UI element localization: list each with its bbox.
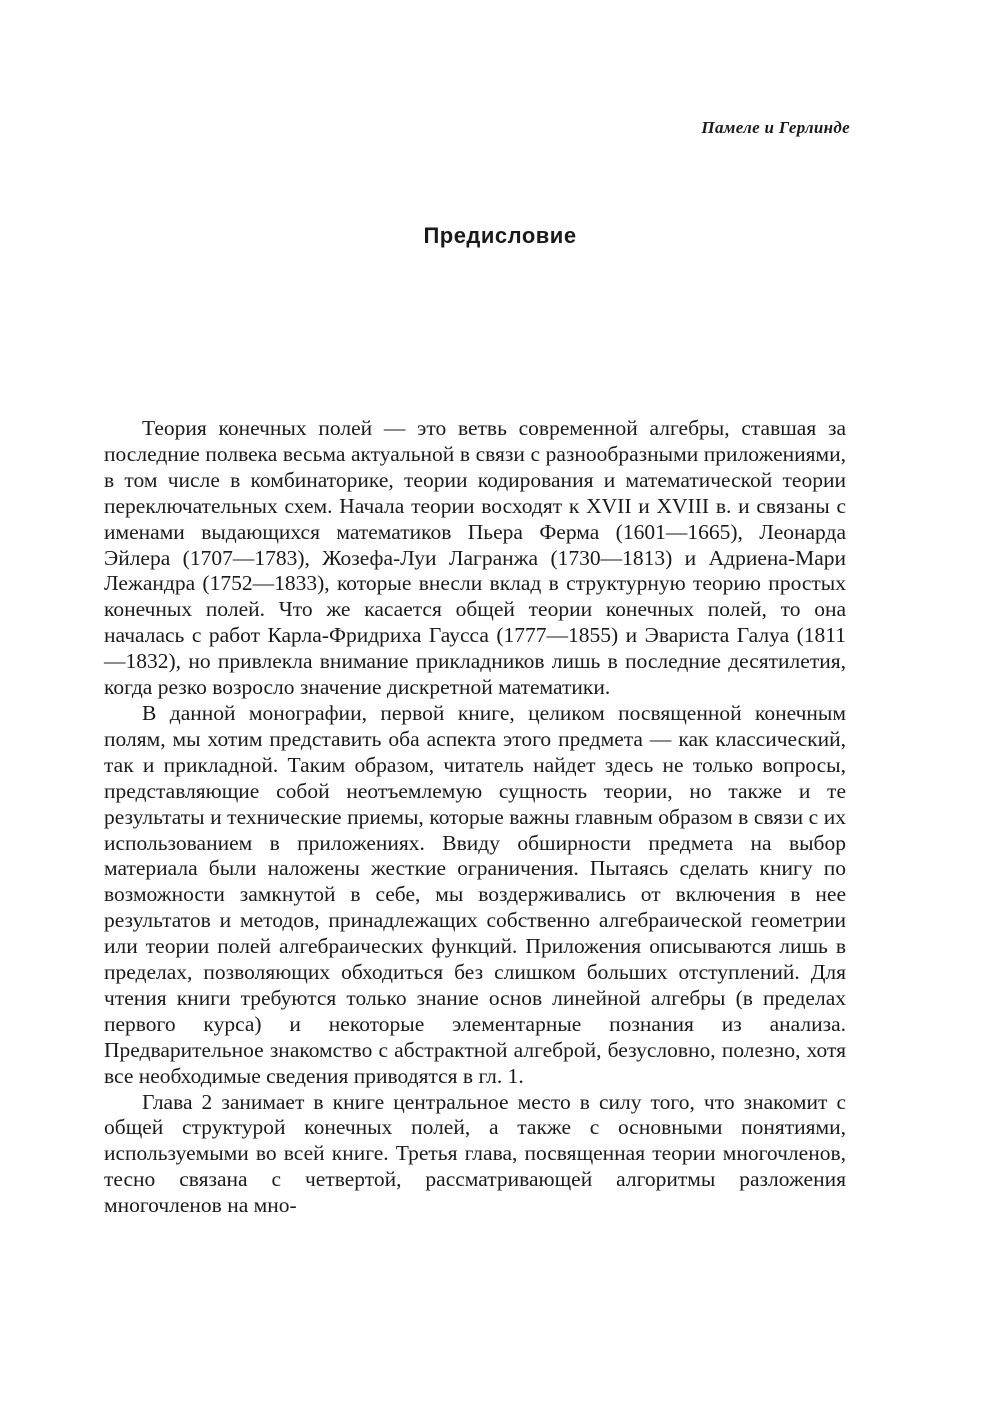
dedication: Памеле и Герлинде <box>701 118 850 137</box>
body-text <box>104 416 846 1219</box>
paragraph-3: Глава 2 занимает в книге центральное место в силу того, что знакомит с общей структурой конечных полей, а также с основными понятиями, используемыми во всей книге. Третья глава, посвященная теории многочленов, тесно связана с четвертой, рассматривающей алгоритмы разложения многочленов на мно- <box>104 1089 846 1218</box>
paragraph-1: Теория конечных полей — это ветвь современной алгебры, ставшая за последние полвека весьма актуальной в связи с разнообразными приложениями, в том числе в комбинаторике, теории кодирования и математической теории переключательных схем. Начала теории восходят к XVII и XVIII в. и связаны с именами выдающихся математиков Пьера Ферма (1601—1665), Леонарда Эйлера (1707—1783), Жозефа-Луи Лагранжа (1730—1813) и Адриена-Мари Лежандра (1752—1833), которые внесли вклад в структурную теорию простых конечных полей. Что же касается общей теории конечных полей, то она началась с работ Карла-Фридриха Гаусса (1777—1855) и Эвариста Галуа (1811—1832), но привлекла внимание прикладников лишь в последние десятилетия, когда резко возросло значение дискретной математики. <box>104 416 846 700</box>
paragraph-2: В данной монографии, первой книге, целиком посвященной конечным полям, мы хотим представить оба аспекта этого предмета — как классический, так и прикладной. Таким образом, читатель найдет здесь не только вопросы, представляющие собой неотъемлемую сущность теории, но также и те результаты и технические приемы, которые важны главным образом в связи с их использованием в приложениях. Ввиду обширности предмета на выбор материала были наложены жесткие ограничения. Пытаясь сделать книгу по возможности замкнутой в себе, мы воздерживались от включения в нее результатов и методов, принадлежащих собственно алгебраической геометрии или теории полей алгебраических функций. Приложения описываются лишь в пределах, позволяющих обходиться без слишком больших отступлений. Для чтения книги требуются только знание основ линейной алгебры (в пределах первого курса) и некоторые элементарные познания из анализа. Предварительное знакомство с абстрактной алгеброй, безусловно, полезно, хотя все необходимые сведения приводятся в гл. 1. <box>104 700 846 1088</box>
chapter-title: Предисловие <box>423 222 577 248</box>
